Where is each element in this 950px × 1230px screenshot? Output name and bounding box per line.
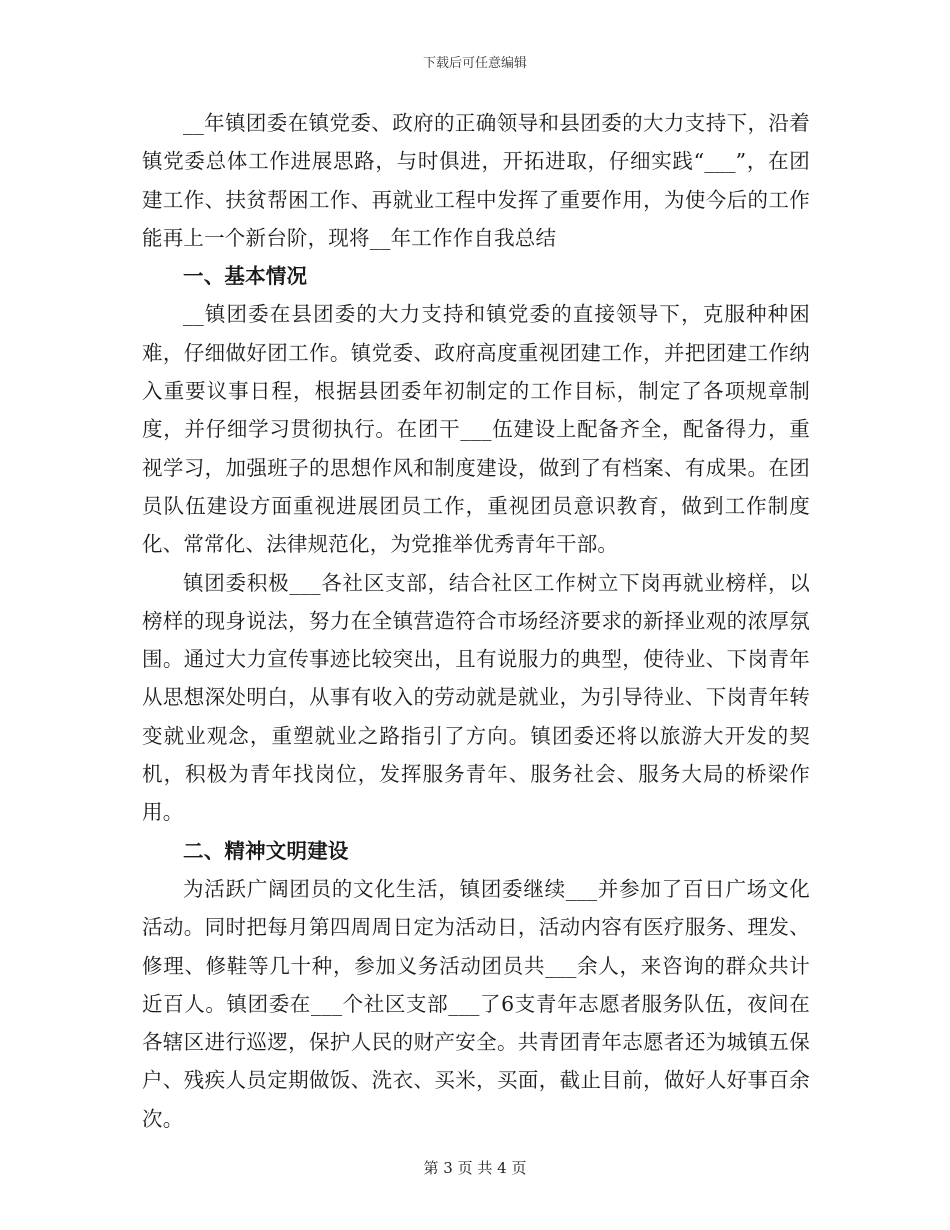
section-heading-basic-situation: 一、基本情况 xyxy=(183,264,308,289)
paragraph-basic-situation-1: __镇团委在县团委的大力支持和镇党委的直接领导下，克服种种困难，仔细做好团工作。镇党委、政府高度重视团建工作，并把团建工作纳入重要议事日程，根据县团委年初制定的工作目标，制定了各项规章制度，并仔细学习贯彻执行。在团干___伍建设上配备齐全，配备得力，重视学习，加强班子的思想作风和制度建设，做到了有档案、有成果。在团员队伍建设方面重视进展团员工作，重视团员意识教育，做到工作制度化、常常化、法律规范化，为党推举优秀青年干部。 xyxy=(142,302,810,557)
intro-paragraph: __年镇团委在镇党委、政府的正确领导和县团委的大力支持下，沿着镇党委总体工作进展思路，与时俱进，开拓进取，仔细实践“___”，在团建工作、扶贫帮困工作、再就业工程中发挥了重要作用，为使今后的工作能再上一个新台阶，现将__年工作作自我总结 xyxy=(142,111,810,250)
section-heading-spiritual-civilization: 二、精神文明建设 xyxy=(183,838,349,863)
page-header: 下载后可任意编辑 xyxy=(422,56,527,71)
paragraph-spiritual-civilization-1: 为活跃广阔团员的文化生活，镇团委继续___并参加了百日广场文化活动。同时把每月第四周周日定为活动日，活动内容有医疗服务、理发、修理、修鞋等几十种，参加义务活动团员共___余人，来咨询的群众共计近百人。镇团委在___个社区支部___了6支青年志愿者服务队伍，夜间在各辖区进行巡逻，保护人民的财产安全。共青团青年志愿者还为城镇五保户、残疾人员定期做饭、洗衣、买米，买面，截止目前，做好人好事百余次。 xyxy=(142,876,810,1131)
paragraph-basic-situation-2: 镇团委积极___各社区支部，结合社区工作树立下岗再就业榜样，以榜样的现身说法，努力在全镇营造符合市场经济要求的新择业观的浓厚氛围。通过大力宣传事迹比较突出，且有说服力的典型，使待业、下岗青年从思想深处明白，从事有收入的劳动就是就业，为引导待业、下岗青年转变就业观念，重塑就业之路指引了方向。镇团委还将以旅游大开发的契机，积极为青年找岗位，发挥服务青年、服务社会、服务大局的桥梁作用。 xyxy=(142,570,810,825)
document-body xyxy=(142,104,810,1138)
page-number: 第 3 页 共 4 页 xyxy=(423,1159,527,1177)
